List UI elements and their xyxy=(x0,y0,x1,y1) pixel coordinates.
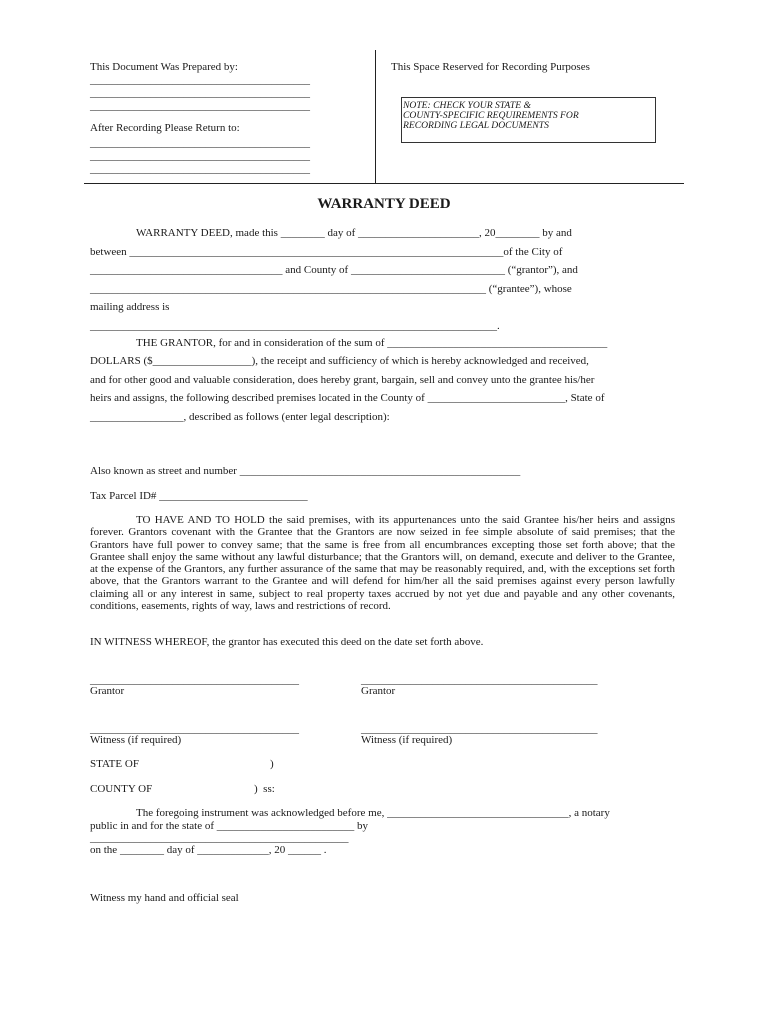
body-line-1[interactable]: WARRANTY DEED, made this ________ day of ______________________, 20________ by and xyxy=(136,227,572,239)
recording-reserved-label: This Space Reserved for Recording Purposes xyxy=(391,61,590,73)
acknowledgement-date-line[interactable]: on the ________ day of _____________, 20 ______ . xyxy=(90,844,327,856)
note-line-2: COUNTY-SPECIFIC REQUIREMENTS FOR xyxy=(403,110,579,121)
return-to-line-1[interactable]: ________________________________________ xyxy=(90,137,310,149)
grantor-signature-line-2[interactable]: ___________________________________________ xyxy=(361,674,598,686)
body-line-5: mailing address is xyxy=(90,301,170,313)
body-line-2[interactable]: between ____________________________________________________________________of the City of xyxy=(90,246,563,258)
acknowledgement-line-2[interactable]: public in and for the state of _________________________ by xyxy=(90,820,369,832)
grantor-signature-line-1[interactable]: ______________________________________ xyxy=(90,674,299,686)
habendum-text: TO HAVE AND TO HOLD the said premises, with its appurtenances unto the said Grantee his/her heirs and assigns forever. Grantors covenant with the Grantee that the Grantors are now seized in fee simple absolute of said premises; that the Grantors have full power to convey same; that the same is free from all encumbrances excepting those set forth above; that the Grantee shall enjoy the same without any lawful disturbance; that the Grantors will, on demand, execute and deliver to the Grantee, at the expense of the Grantors, any further assurance of the same that may be reasonably required, and, with the exceptions set forth above, that the Grantors warrant to the Grantee and will defend for him/her all the said premises against every person lawfully claiming all or any interest in same, subject to real property taxes accrued by not yet due and payable and any other covenants, conditions, easements, rights of way, laws and restrictions of record. xyxy=(90,514,675,613)
prepared-by-line-2[interactable]: ________________________________________ xyxy=(90,87,310,99)
body-line-6[interactable]: __________________________________________________________________________. xyxy=(90,320,500,332)
prepared-by-line-3[interactable]: ________________________________________ xyxy=(90,100,310,112)
body-line-8[interactable]: DOLLARS ($__________________), the receipt and sufficiency of which is hereby acknowledged and received, xyxy=(90,355,589,367)
return-to-label: After Recording Please Return to: xyxy=(90,122,240,134)
county-of-label: COUNTY OF xyxy=(90,783,153,795)
return-to-line-2[interactable]: ________________________________________ xyxy=(90,150,310,162)
return-to-line-3[interactable]: ________________________________________ xyxy=(90,163,310,175)
witness-label-2: Witness (if required) xyxy=(361,734,453,746)
body-line-10[interactable]: heirs and assigns, the following described premises located in the County of _________________________, State of xyxy=(90,392,605,404)
state-of-paren: ) xyxy=(270,758,274,770)
body-line-11[interactable]: _________________, described as follows (enter legal description): xyxy=(90,411,390,423)
body-line-4[interactable]: ________________________________________________________________________ (“grantee”), whose xyxy=(90,283,572,295)
tax-parcel-line[interactable]: Tax Parcel ID# ___________________________ xyxy=(90,490,308,502)
document-title: WARRANTY DEED xyxy=(317,196,451,212)
acknowledgement-blank-line[interactable]: _______________________________________________ xyxy=(90,832,349,844)
official-seal-label: Witness my hand and official seal xyxy=(90,892,239,904)
header-divider-vertical xyxy=(375,50,376,184)
prepared-by-label: This Document Was Prepared by: xyxy=(90,61,238,73)
grantor-label-2: Grantor xyxy=(361,685,396,697)
witness-label-1: Witness (if required) xyxy=(90,734,182,746)
county-ss: ) ss: xyxy=(254,783,275,795)
header-divider-horizontal xyxy=(84,183,684,184)
witness-clause: IN WITNESS WHEREOF, the grantor has executed this deed on the date set forth above. xyxy=(90,636,484,648)
street-address-line[interactable]: Also known as street and number ___________________________________________________ xyxy=(90,465,521,477)
grantor-label-1: Grantor xyxy=(90,685,125,697)
body-line-7[interactable]: THE GRANTOR, for and in consideration of the sum of ________________________________________ xyxy=(136,337,608,349)
note-line-3: RECORDING LEGAL DOCUMENTS xyxy=(403,120,549,131)
note-line-1: NOTE: CHECK YOUR STATE & xyxy=(403,100,531,111)
witness-signature-line-1[interactable]: ______________________________________ xyxy=(90,723,299,735)
body-line-3[interactable]: ___________________________________ and County of ____________________________ (“grantor”), and xyxy=(90,264,578,276)
state-of-label: STATE OF xyxy=(90,758,139,770)
habendum-paragraph xyxy=(90,514,675,612)
witness-signature-line-2[interactable]: ___________________________________________ xyxy=(361,723,598,735)
body-line-9: and for other good and valuable consideration, does hereby grant, bargain, sell and convey unto the grantee his/her xyxy=(90,374,595,386)
prepared-by-line-1[interactable]: ________________________________________ xyxy=(90,74,310,86)
acknowledgement-line-1[interactable]: The foregoing instrument was acknowledged before me, _________________________________, a notary xyxy=(136,807,610,819)
